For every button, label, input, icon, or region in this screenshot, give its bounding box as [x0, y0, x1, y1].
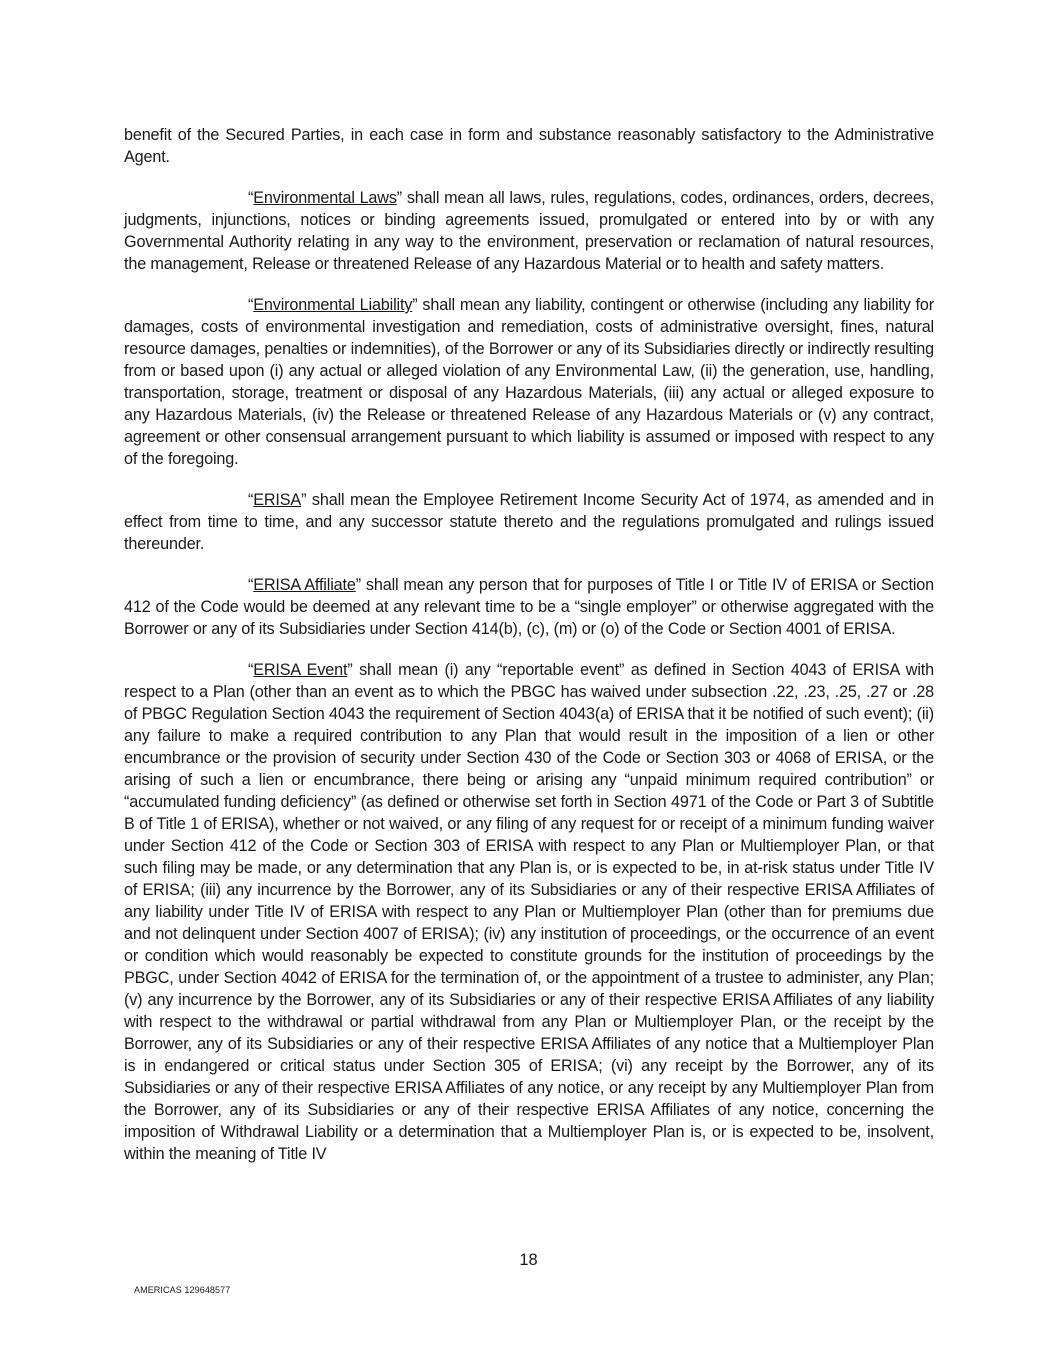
open-quote: “ [248, 296, 254, 314]
defined-term: Environmental Liability [253, 296, 413, 314]
definition-erisa-event [124, 659, 934, 1165]
open-quote: “ [248, 189, 254, 207]
paragraph-text: benefit of the Secured Parties, in each case in form and substance reasonably satisfactory to the Administrative Agent. [124, 126, 934, 166]
close-quote: ” [396, 189, 403, 207]
open-quote: “ [248, 661, 254, 679]
continuation-paragraph [124, 124, 934, 168]
open-quote: “ [248, 491, 254, 509]
definition-text: shall mean the Employee Retirement Income Security Act of 1974, as amended and in effect from time to time, and any successor statute thereto and the regulations promulgated and rulings issued thereunder. [124, 491, 934, 553]
definition-text: shall mean any person that for purposes of Title I or Title IV of ERISA or Section 412 of the Code would be deemed at any relevant time to be a “single employer” or otherwise aggregated with the Borrower or any of its Subsidiaries under Section 414(b), (c), (m) or (o) of the Code or Section 4001 of ERISA. [124, 576, 934, 638]
definition-text: shall mean (i) any “reportable event” as defined in Section 4043 of ERISA with respect to a Plan (other than an event as to which the PBGC has waived under subsection .22, .23, .25, .27 or .28 of PBGC Regulation Section 4043 the requirement of Section 4043(a) of ERISA that it be notified of such event); (ii) any failure to make a required contribution to any Plan that would result in the imposition of a lien or other encumbrance or the provision of security under Section 430 of the Code or Section 303 or 4068 of ERISA, or the arising of such a lien or encumbrance, there being or arising any “unpaid minimum required contribution” or “accumulated funding deficiency” (as defined or otherwise set forth in Section 4971 of the Code or Part 3 of Subtitle B of Title 1 of ERISA), whether or not waived, or any filing of any request for or receipt of a minimum funding waiver under Section 412 of the Code or Section 303 of ERISA with respect to any Plan or Multiemployer Plan, or that such filing may be made, or any determination that any Plan is, or is expected to be, in at-risk status under Title IV of ERISA; (iii) any incurrence by the Borrower, any of its Subsidiaries or any of their respective ERISA Affiliates of any liability under Title IV of ERISA with respect to any Plan or Multiemployer Plan (other than for premiums due and not delinquent under Section 4007 of ERISA); (iv) any institution of proceedings, or the occurrence of an event or condition which would reasonably be expected to constitute grounds for the institution of proceedings by the PBGC, under Section 4042 of ERISA for the termination of, or the appointment of a trustee to administer, any Plan; (v) any incurrence by the Borrower, any of its Subsidiaries or any of their respective ERISA Affiliates of any liability with respect to the withdrawal or partial withdrawal from any Plan or Multiemployer Plan, or the receipt by the Borrower, any of its Subsidiaries or any of their respective ERISA Affiliates of any notice that a Multiemployer Plan is in endangered or critical status under Section 305 of ERISA; (vi) any receipt by the Borrower, any of its Subsidiaries or any of their respective ERISA Affiliates of any notice, or any receipt by any Multiemployer Plan from the Borrower, any of its Subsidiaries or any of their respective ERISA Affiliates of any notice, concerning the imposition of Withdrawal Liability or a determination that a Multiemployer Plan is, or is expected to be, insolvent, within the meaning of Title IV [124, 661, 934, 1163]
definition-erisa-affiliate [124, 574, 934, 640]
document-body [124, 124, 934, 1184]
definition-text: shall mean any liability, contingent or otherwise (including any liability for damages, costs of environmental investigation and remediation, costs of administrative oversight, fines, natural resource damages, penalties or indemnities), of the Borrower or any of its Subsidiaries directly or indirectly resulting from or based upon (i) any actual or alleged violation of any Environmental Law, (ii) the generation, use, handling, transportation, storage, treatment or disposal of any Hazardous Materials, (iii) any actual or alleged exposure to any Hazardous Materials, (iv) the Release or threatened Release of any Hazardous Materials or (v) any contract, agreement or other consensual arrangement pursuant to which liability is assumed or imposed with respect to any of the foregoing. [124, 296, 934, 468]
defined-term: ERISA [253, 491, 302, 509]
document-id: AMERICAS 129648577 [134, 1285, 231, 1295]
close-quote: ” [412, 296, 418, 314]
definition-environmental-laws [124, 187, 934, 275]
close-quote: ” [301, 491, 307, 509]
definition-environmental-liability [124, 294, 934, 470]
definition-text: shall mean all laws, rules, regulations, codes, ordinances, orders, decrees, judgments, injunctions, notices or binding agreements issued, promulgated or entered into by or with any Governmental Authority relating in any way to the environment, preservation or reclamation of natural resources, the management, Release or threatened Release of any Hazardous Material or to health and safety matters. [124, 189, 935, 273]
open-quote: “ [248, 576, 254, 594]
defined-term: Environmental Laws [253, 189, 397, 207]
close-quote: ” [347, 661, 353, 679]
definition-erisa [124, 489, 934, 555]
defined-term: ERISA Event [253, 661, 348, 679]
defined-term: ERISA Affiliate [253, 576, 356, 594]
close-quote: ” [355, 576, 361, 594]
page-number: 18 [519, 1251, 538, 1269]
